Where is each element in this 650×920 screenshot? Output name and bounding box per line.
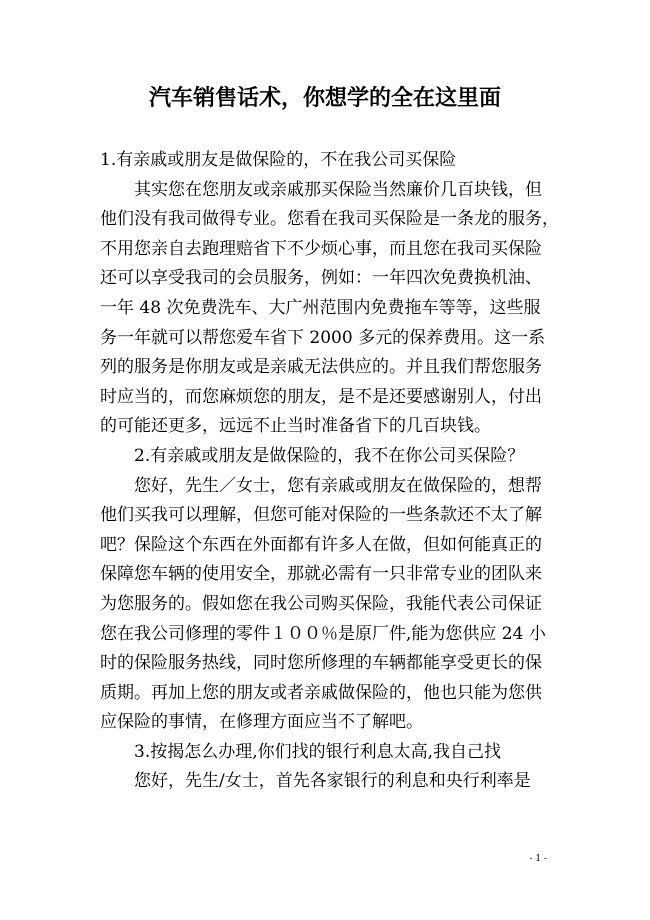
paragraph-line: 的可能还更多，远远不止当时准备省下的几百块钱。: [100, 416, 491, 437]
paragraph-line: 您好，先生／女士，您有亲戚或朋友在做保险的，想帮: [134, 475, 542, 496]
paragraph-line: 务一年就可以帮您爱车省下 2000 多元的保养费用。这一系: [100, 327, 546, 348]
paragraph-line: 其实您在您朋友或亲戚那买保险当然廉价几百块钱，但: [134, 179, 542, 200]
paragraph-line: 他们没有我司做得专业。您看在我司买保险是一条龙的服务，: [100, 209, 559, 230]
paragraph-line: 一年 48 次免费洗车、大广州范围内免费拖车等等，这些服: [100, 297, 541, 318]
paragraph-line: 您好，先生/女士，首先各家银行的利息和央行利率是: [134, 771, 531, 792]
paragraph-line: 保障您车辆的使用安全，那就必需有一只非常专业的团队来: [100, 564, 542, 585]
paragraph-line: 不用您亲自去跑理赔省下不少烦心事，而且您在我司买保险: [100, 238, 542, 259]
paragraph-line: 吧？保险这个东西在外面都有许多人在做，但如何能真正的: [100, 534, 542, 555]
section-heading-1: 1.有亲戚或朋友是做保险的，不在我公司买保险: [100, 150, 457, 170]
page-number: - 1 -: [529, 854, 547, 864]
document-title: 汽车销售话术，你想学的全在这里面: [148, 86, 501, 111]
paragraph-line: 还可以享受我司的会员服务，例如：一年四次免费换机油、: [100, 268, 542, 289]
paragraph-line: 时应当的，而您麻烦您的朋友，是不是还要感谢别人，付出: [100, 386, 542, 407]
paragraph-line: 质期。再加上您的朋友或者亲戚做保险的，他也只能为您供: [100, 682, 542, 703]
document-body: [100, 146, 560, 797]
paragraph-line: 您在我公司修理的零件１００％是原厂件,能为您供应 24 小: [100, 623, 546, 644]
paragraph-line: 为您服务的。假如您在我公司购买保险，我能代表公司保证: [100, 593, 542, 614]
paragraph-line: 应保险的事情，在修理方面应当不了解吧。: [100, 712, 423, 733]
paragraph-line: 他们买我可以理解，但您可能对保险的一些条款还不太了解: [100, 505, 542, 526]
section-heading-3: 3.按揭怎么办理,你们找的银行利息太高,我自己找: [134, 741, 502, 762]
section-heading-2: 2.有亲戚或朋友是做保险的，我不在你公司买保险？: [134, 445, 525, 466]
paragraph-line: 时的保险服务热线，同时您所修理的车辆都能享受更长的保: [100, 653, 542, 674]
paragraph-line: 列的服务是你朋友或是亲戚无法供应的。并且我们帮您服务: [100, 357, 542, 378]
